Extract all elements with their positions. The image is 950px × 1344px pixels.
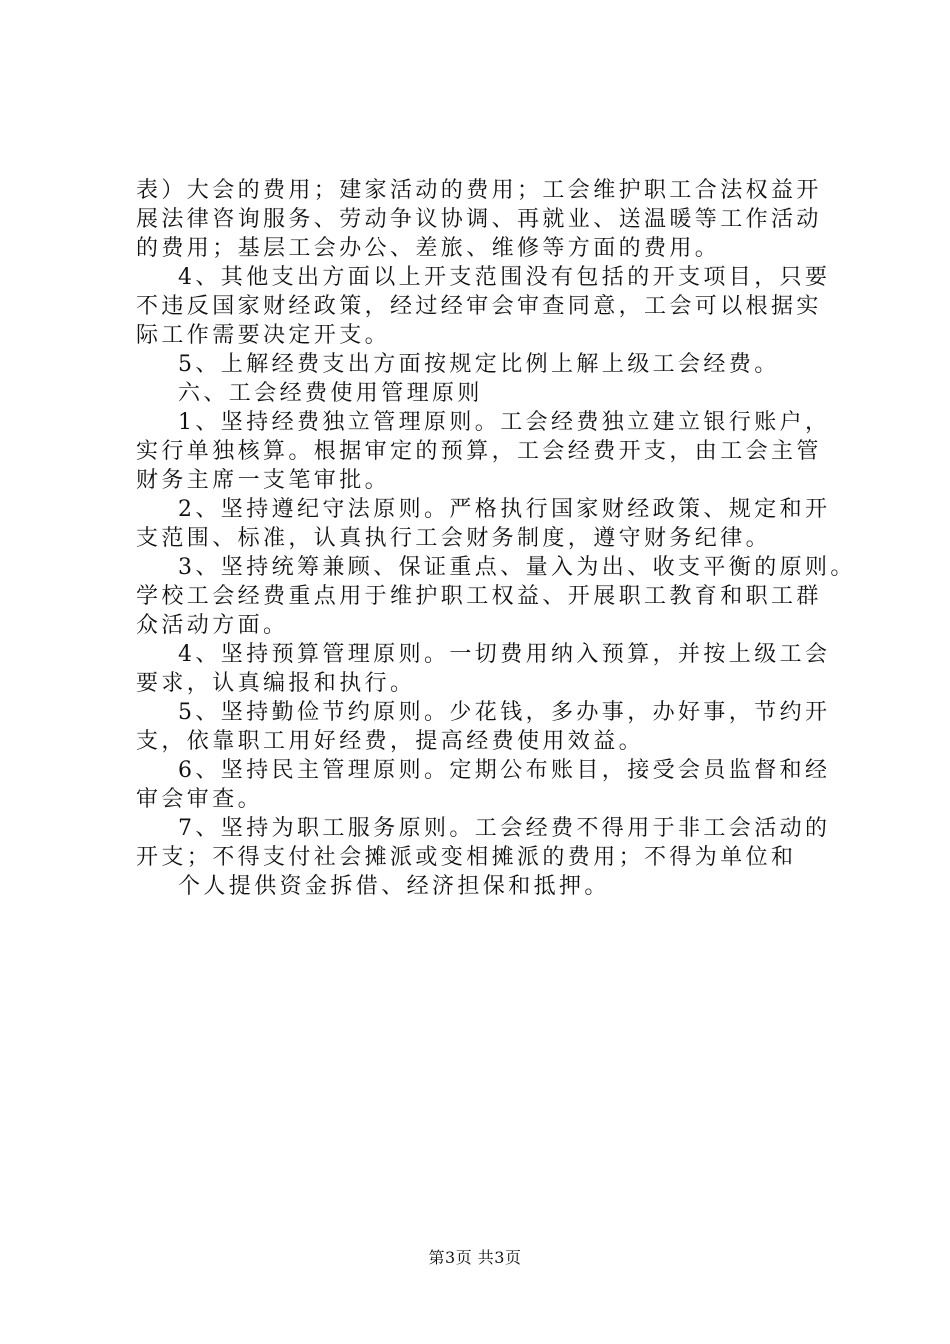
text-line: 3、坚持统筹兼顾、保证重点、量入为出、收支平衡的原则。: [178, 555, 856, 580]
text-line: 审会审查。: [136, 787, 264, 812]
text-line: 4、坚持预算管理原则。一切费用纳入预算，并按上级工会: [178, 642, 831, 667]
section-heading: 六、工会经费使用管理原则: [178, 381, 483, 406]
text-line: 开支；不得支付社会摊派或变相摊派的费用；不得为单位和: [136, 845, 797, 870]
text-line: 要求，认真编报和执行。: [136, 671, 416, 696]
text-line: 的费用；基层工会办公、差旅、维修等方面的费用。: [136, 236, 721, 261]
text-line: 支，依靠职工用好经费，提高经费使用效益。: [136, 729, 645, 754]
text-line: 7、坚持为职工服务原则。工会经费不得用于非工会活动的: [178, 816, 831, 841]
page-footer: 第3页 共3页: [428, 1248, 522, 1267]
text-line: 4、其他支出方面以上开支范围没有包括的开支项目，只要: [178, 265, 831, 290]
text-line: 5、上解经费支出方面按规定比例上解上级工会经费。: [178, 352, 780, 377]
text-line: 5、坚持勤俭节约原则。少花钱，多办事，办好事，节约开: [178, 700, 831, 725]
text-line: 实行单独核算。根据审定的预算，工会经费开支，由工会主管: [136, 439, 822, 464]
document-body: [136, 176, 856, 901]
text-line: 不违反国家财经政策，经过经审会审查同意，工会可以根据实: [136, 294, 822, 319]
text-line: 财务主席一支笔审批。: [136, 468, 391, 493]
text-line: 际工作需要决定开支。: [136, 323, 391, 348]
text-line: 2、坚持遵纪守法原则。严格执行国家财经政策、规定和开: [178, 497, 831, 522]
text-line: 6、坚持民主管理原则。定期公布账目，接受会员监督和经: [178, 758, 831, 783]
text-line: 展法律咨询服务、劳动争议协调、再就业、送温暖等工作活动: [136, 207, 822, 232]
text-line: 众活动方面。: [136, 613, 289, 638]
text-line: 学校工会经费重点用于维护职工权益、开展职工教育和职工群: [136, 584, 822, 609]
text-line: 1、坚持经费独立管理原则。工会经费独立建立银行账户，: [178, 410, 831, 435]
text-line: 支范围、标准，认真执行工会财务制度，遵守财务纪律。: [136, 526, 772, 551]
text-line: 个人提供资金拆借、经济担保和抵押。: [178, 874, 610, 899]
text-line: 表）大会的费用；建家活动的费用；工会维护职工合法权益开: [136, 178, 822, 203]
